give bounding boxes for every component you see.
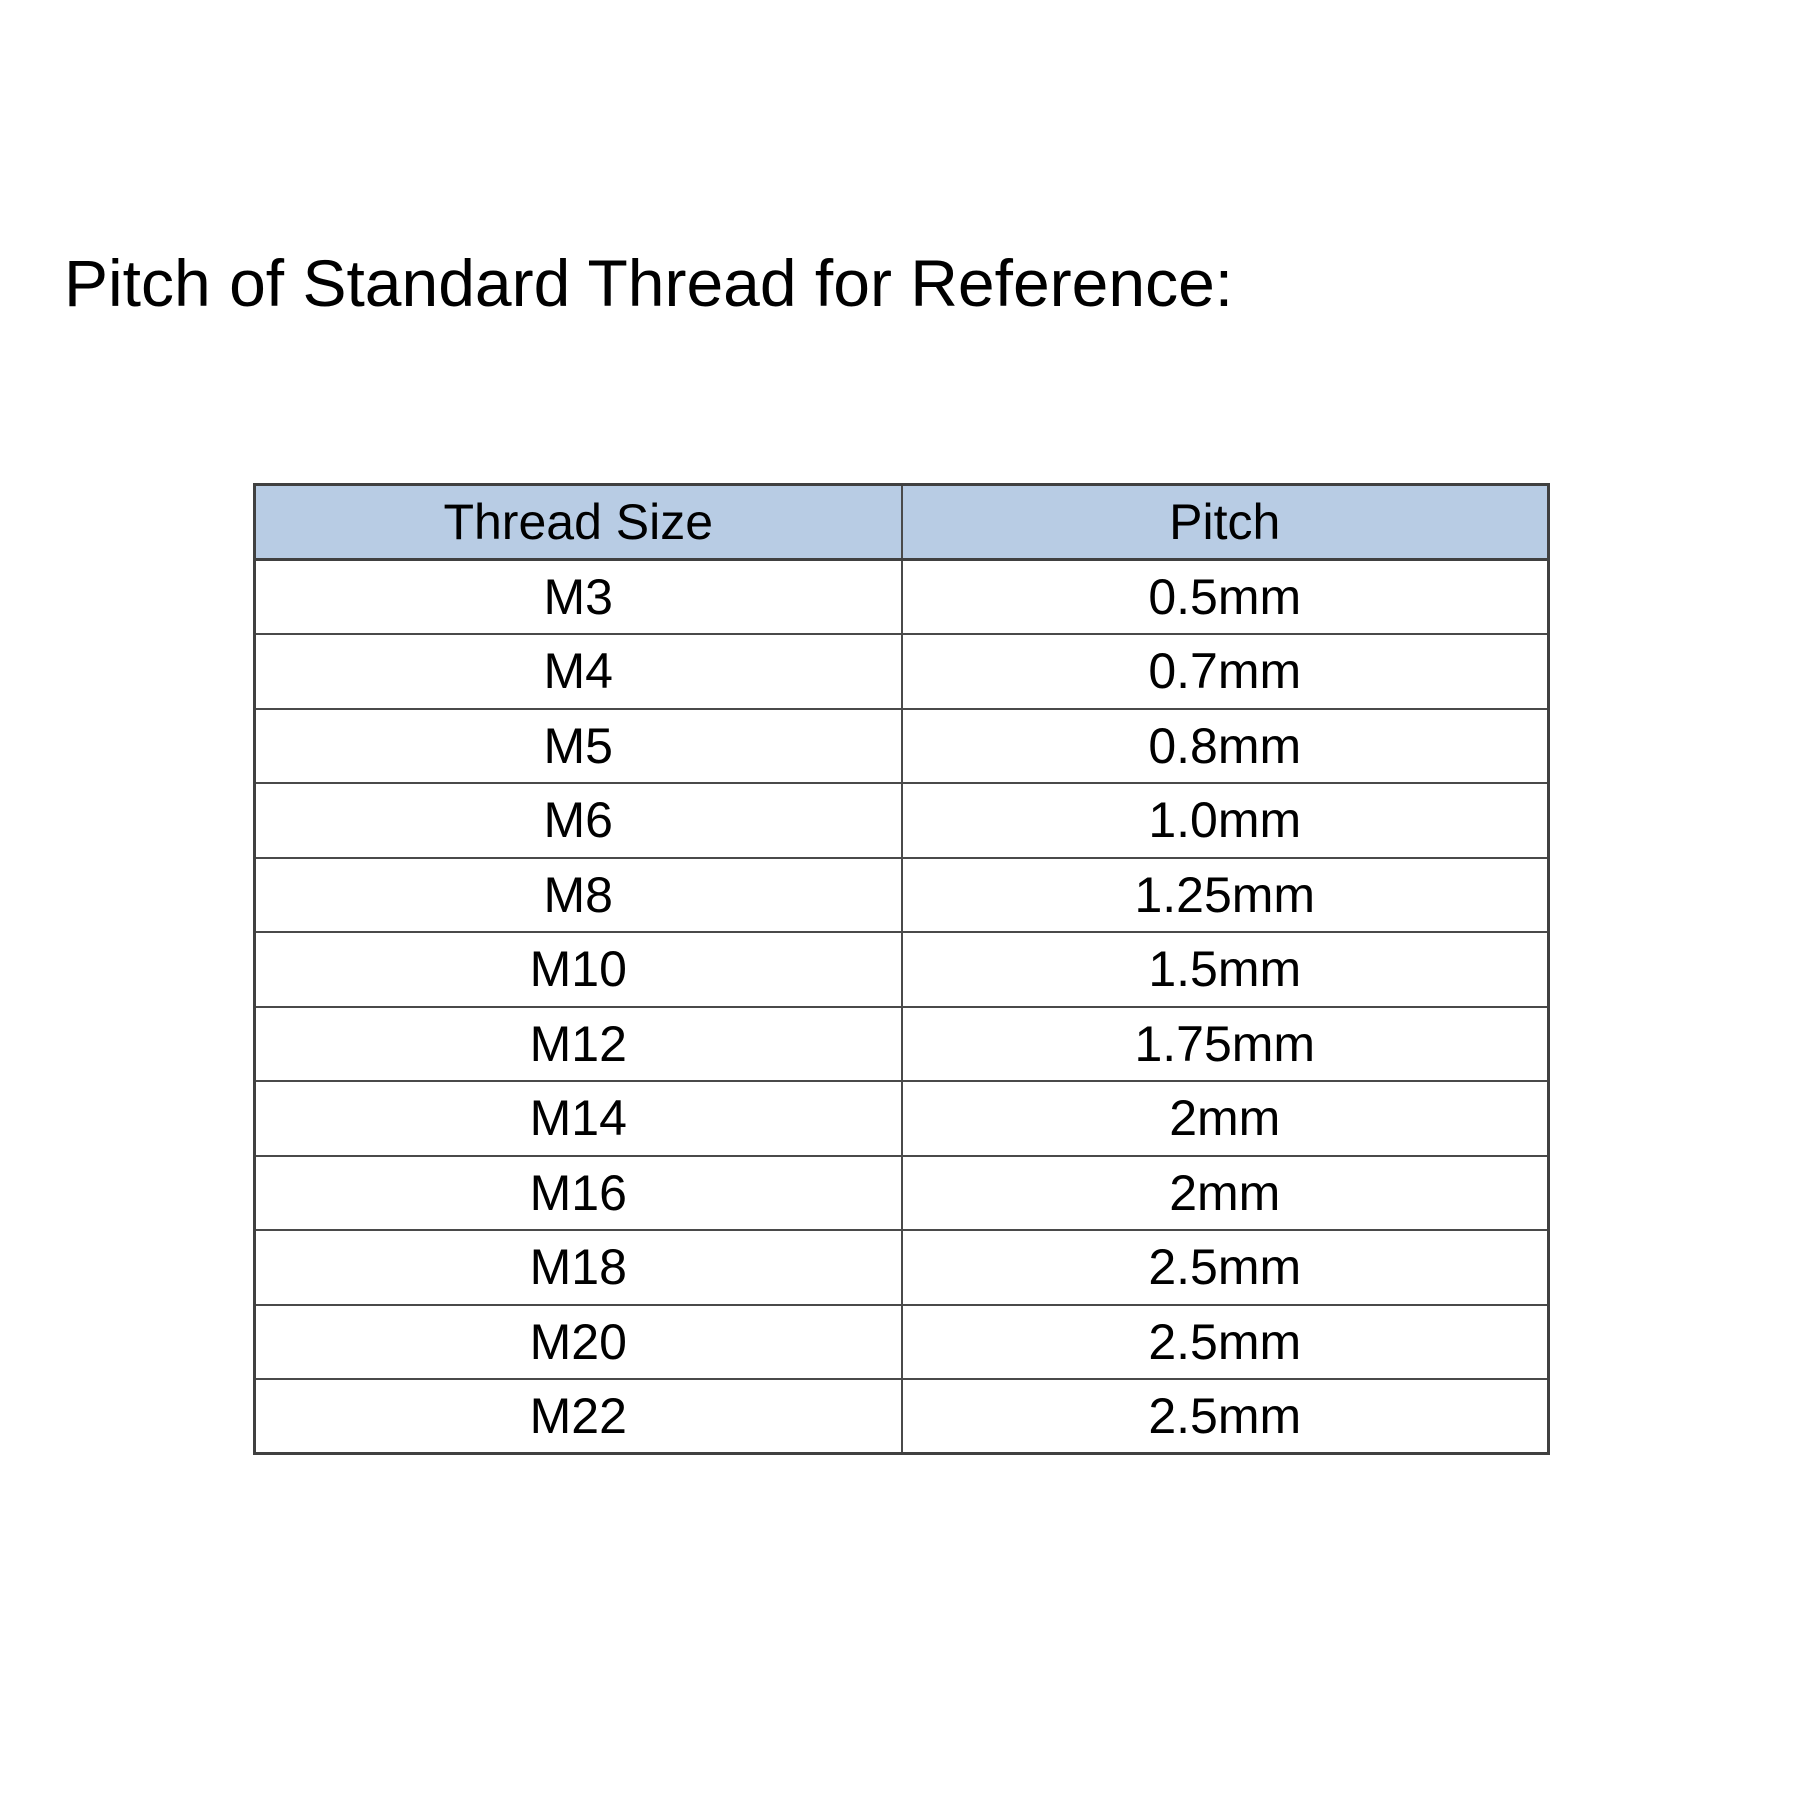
table-row (255, 1081, 1549, 1156)
thread-size-cell: M12 (255, 1007, 902, 1082)
pitch-cell: 2.5mm (902, 1305, 1549, 1380)
thread-size-cell: M10 (255, 932, 902, 1007)
table-row (255, 1230, 1549, 1305)
column-header-thread-size: Thread Size (255, 485, 902, 560)
table-row (255, 858, 1549, 933)
pitch-cell: 0.8mm (902, 709, 1549, 784)
thread-size-cell: M6 (255, 783, 902, 858)
table-row (255, 560, 1549, 635)
table-header-row (255, 485, 1549, 560)
table-row (255, 1156, 1549, 1231)
pitch-cell: 2.5mm (902, 1230, 1549, 1305)
table-body (255, 560, 1549, 1454)
thread-size-cell: M8 (255, 858, 902, 933)
thread-size-cell: M20 (255, 1305, 902, 1380)
pitch-cell: 0.5mm (902, 560, 1549, 635)
pitch-cell: 2mm (902, 1156, 1549, 1231)
table-row (255, 1305, 1549, 1380)
table-row (255, 709, 1549, 784)
pitch-cell: 1.0mm (902, 783, 1549, 858)
thread-size-cell: M3 (255, 560, 902, 635)
thread-size-cell: M22 (255, 1379, 902, 1454)
thread-size-cell: M18 (255, 1230, 902, 1305)
pitch-cell: 1.75mm (902, 1007, 1549, 1082)
pitch-cell: 2.5mm (902, 1379, 1549, 1454)
thread-size-cell: M16 (255, 1156, 902, 1231)
thread-pitch-table (253, 483, 1550, 1455)
pitch-cell: 0.7mm (902, 634, 1549, 709)
column-header-pitch: Pitch (902, 485, 1549, 560)
pitch-cell: 1.5mm (902, 932, 1549, 1007)
table-row (255, 1007, 1549, 1082)
table-row (255, 1379, 1549, 1454)
pitch-cell: 1.25mm (902, 858, 1549, 933)
table-row (255, 634, 1549, 709)
table-row (255, 932, 1549, 1007)
thread-size-cell: M5 (255, 709, 902, 784)
page-title: Pitch of Standard Thread for Reference: (64, 246, 1234, 320)
table-row (255, 783, 1549, 858)
pitch-cell: 2mm (902, 1081, 1549, 1156)
thread-size-cell: M4 (255, 634, 902, 709)
thread-size-cell: M14 (255, 1081, 902, 1156)
